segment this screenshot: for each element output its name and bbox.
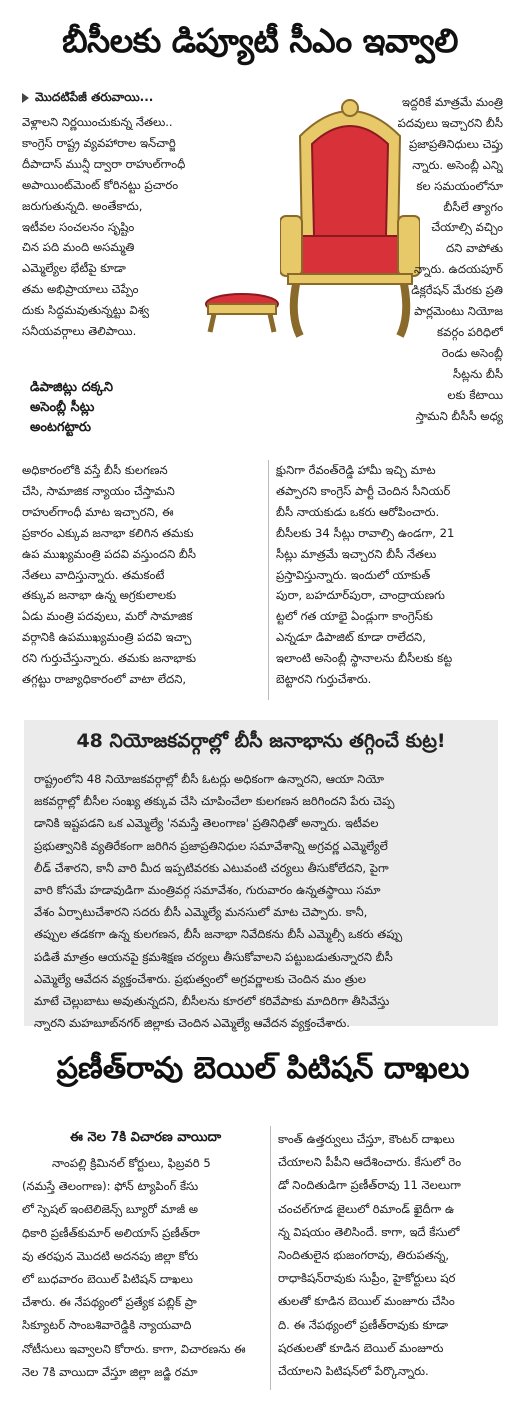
text-line: రాష్ట్రంలోని 48 నియోజకవర్గాల్లో బీసీ ఓటర్లు అధికంగా ఉన్నారని, ఆయా నియో: [34, 772, 385, 786]
text-line: వెళ్లాలని నిర్ణయించుకున్న నేతలు..: [22, 115, 173, 129]
text-line: బీసీలకు 34 సీట్లు రావాల్సి ఉండగా, 21: [276, 525, 455, 540]
text-line: షరతులతో కూడిన బెయిల్ మంజూరు: [278, 1340, 444, 1355]
lead-continuation: [22, 90, 153, 107]
text-line: డానికి ఇష్టపడని ఒక ఎమ్మెల్యే 'నమస్తే తెలంగాణ' ప్రతినిధితో అన్నారు. ఇటీవల: [34, 816, 379, 831]
text-line: నాంపల్లి క్రిమినల్ కోర్టులు, ఫిబ్రవరి 5: [52, 1156, 211, 1170]
text-line: దని వాపోతు: [446, 241, 503, 256]
text-line: రాధాకిషన్‌రావుకు సుప్రీం, హైకోర్టులు షర: [278, 1271, 456, 1286]
text-line: పడితే మాత్రం ఆయనపై క్రమశిక్షణ చర్యలు తీసుకోవాలని పట్టుబడుతున్నారని బీసీ: [34, 949, 393, 964]
text-line: వు తరఫున మొదటి అదనపు జిల్లా కోరు: [22, 1248, 199, 1263]
text-line: (నమస్తే తెలంగాణ): ఫోన్ ట్యాపింగ్ కేసు: [22, 1179, 199, 1194]
text-line: సనీయవర్గాలు తెలిపాయి.: [22, 324, 137, 339]
text-line: కాంత్ ఉత్తర్వులు చేస్తూ, కౌంటర్ దాఖలు: [278, 1132, 455, 1146]
text-line: నిందితులైన భుజంగరావు, తిరుపతన్న,: [278, 1248, 450, 1263]
text-line: అపాయింట్‌మెంట్ కోరినట్టు ప్రచారం: [22, 177, 179, 192]
text-line: చేసి, సామాజిక న్యాయం చేస్తామని: [22, 483, 175, 498]
text-line: సీట్లను బీసీ: [452, 366, 503, 381]
text-line: ట్టలో గత యాభై ఏండ్లుగా కాంగ్రెస్‌కు: [276, 609, 433, 624]
box-title: 48 నియోజకవర్గాల్లో బీసీ జనాభాను తగ్గించే కుట్ర!: [76, 730, 446, 752]
text-line: అధికారంలోకి వస్తే బీసీ కులగణన: [22, 463, 168, 477]
text-line: పదవులు ఇచ్చారని బీసీ: [397, 115, 503, 130]
text-line: లీడ్ చేశారని, కానీ వారి మీద ఇప్పటివరకు ఎటువంటి చర్యలు తీసుకోలేదని, పైగా: [34, 860, 389, 875]
text-line: లో బుధవారం బెయిల్ పిటిషన్ దాఖలు: [22, 1272, 193, 1287]
text-line: ది. ఈ నేపథ్యంలో ప్రణీత్‌రావుకు కూడా: [278, 1317, 449, 1332]
text-line: రాహుల్‌గాంధీ మాట ఇచ్చారని, ఈ: [22, 504, 174, 519]
text-line: చేయాలని పిటిషన్‌లో పేర్కొన్నారు.: [278, 1364, 429, 1379]
text-line: బెట్టారని గుర్తుచేశారు.: [276, 672, 372, 687]
box-body: [34, 768, 490, 1034]
right-column-2: [276, 460, 500, 690]
arrow-right-icon: [22, 93, 29, 103]
text-line: రని గుర్తుచేస్తున్నారు. తమకు జనాభాకు: [22, 651, 196, 666]
text-line: ప్రకారం ఎక్కువ జనాభా కలిగిన తమకు: [22, 525, 194, 540]
footstool-illustration: [200, 290, 284, 336]
text-line: ఇలాంటి అసెంబ్లీ స్థానాలను బీసీలకు కట్ట: [276, 651, 453, 666]
column-divider: [268, 460, 269, 700]
text-line: ఏడు మంత్రి పదవులు, మరో సామాజిక: [22, 609, 193, 624]
text-line: చేశారు. ఈ నేపథ్యంలో ప్రత్యేక పబ్లిక్ ప్రా: [22, 1295, 197, 1310]
text-line: కాంగ్రెస్ రాష్ట్ర వ్యవహారాల ఇన్‌చార్జి: [22, 135, 176, 150]
text-line: వేశం ఏర్పాటుచేశారని సదరు బీసీ ఎమ్మెల్యే మనసులో మాట చెప్పారు. కానీ,: [34, 905, 368, 920]
text-line: బీసీ నాయకుడు ఒకరు ఆరోపించారు.: [276, 504, 440, 519]
text-line: న్నారు. ఉదయపూర్: [414, 262, 503, 277]
story2-left-column: [22, 1152, 268, 1384]
text-line: మాటే చెల్లుబాటు అవుతున్నదని, బీసీలను కూరలో కరివేపాకు మాదిరిగా తీసివేస్తు: [34, 994, 390, 1009]
text-line: పార్లమెంటు నియోజ: [414, 304, 503, 319]
text-line: ప్రభుత్వానికి వ్యతిరేకంగా జరిగిన ప్రజాప్రతినిధుల సమావేశాన్ని అగ్రవర్ణ ఎమ్మెల్యేలే: [34, 838, 388, 853]
story2-right-column: [278, 1128, 500, 1383]
text-line: బీసీలే త్యాగం: [443, 199, 503, 214]
subheading-line: అసెంబ్లీ సీట్లు: [30, 400, 95, 415]
page-headline: బీసీలకు డిప్యూటీ సీఎం ఇవ్వాలి: [62, 21, 458, 60]
text-line: వర్గానికి ఉపముఖ్యమంత్రి పదవి ఇచ్చా: [22, 630, 192, 645]
text-line: తమ అభిప్రాయాలు చెప్పేం: [22, 282, 139, 297]
text-line: చేయాలని పీపీని ఆదేశించారు. కేసులో రెం: [278, 1155, 462, 1170]
text-line: ఉప ముఖ్యమంత్రి పదవి వస్తుందని బీసీ: [22, 546, 197, 561]
text-line: జకవర్గాల్లో బీసీల సంఖ్య తక్కువ చేసి చూపించేలా కులగణన జరిగిందని పేరు చెప్ప: [34, 794, 395, 809]
text-line: స్తామని బీసీసీ అధ్య: [415, 408, 503, 423]
column-divider: [270, 1126, 271, 1390]
text-line: లో స్పెషల్ ఇంటెలిజెన్స్ బ్యూరో మాజీ అ: [22, 1202, 199, 1217]
text-line: డో నిందితుడిగా ప్రణీత్‌రావు 11 నెలలుగా: [278, 1178, 461, 1193]
text-line: ప్రస్తావిస్తున్నారు. ఇందులో యాకుత్: [276, 567, 431, 582]
text-line: ఎమ్మెల్యేల భేటీపై కూడా: [22, 261, 126, 276]
text-line: న్నారని మహబూబ్‌నగర్ జిల్లాకు చెందిన ఎమ్మెల్యే ఆవేదన వ్యక్తంచేశారు.: [34, 1016, 350, 1031]
text-line: తప్పారని కాంగ్రెస్ పార్టీ చెందిన సీనియర్: [276, 483, 451, 498]
text-line: చంచల్‌గూడ జైలులో రిమాండ్ ఖైదీగా ఉ: [278, 1201, 455, 1216]
sidebar-box: [24, 720, 498, 1031]
text-line: కల సమయంలోనూ: [416, 178, 503, 193]
text-line: లకు కేటాయి: [447, 387, 503, 402]
text-line: కవర్గం పరిధిలో: [437, 324, 503, 339]
text-line: డిక్లరేషన్ మేరకు ప్రతి: [411, 283, 503, 298]
text-line: తులతో కూడిన బెయిల్ మంజూరు చేసిం: [278, 1294, 455, 1309]
text-line: చిన పది మంది అసమ్మతి: [22, 240, 135, 255]
subheading: [30, 378, 200, 438]
story2-headline: ప్రణీత్‌రావు బెయిల్ పిటిషన్ దాఖలు: [56, 1051, 470, 1086]
story2-subheading: ఈ నెల 7కి విచారణ వాయిదా: [70, 1130, 222, 1145]
text-line: నోటీసులు ఇవ్వాలని కోరారు. కాగా, విచారణను ఈ: [22, 1341, 246, 1356]
text-line: జరుగుతున్నది. అంతేకాదు,: [22, 198, 143, 213]
text-line: పురా, బహదూర్‌పురా, చాంద్రాయణగు: [276, 588, 445, 603]
text-line: దీపాదాస్ మున్షీ ద్వారా రాహుల్‌గాంధీ: [22, 156, 186, 171]
text-line: న్నారు. అసెంబ్లీ ఎన్ని: [412, 157, 503, 172]
text-line: ధికారి ప్రణీత్‌కుమార్ అలియాస్ ప్రణీత్‌రా: [22, 1225, 200, 1240]
right-column-1: [395, 92, 503, 427]
text-line: తక్కువ జనాభా ఉన్న అగ్రకులాలకు: [22, 588, 177, 603]
text-line: సిక్యూటర్ సాంబశివారెడ్డికి న్యాయవాది: [22, 1318, 192, 1333]
text-line: ప్రజాప్రతినిధులు చెప్తు: [409, 136, 503, 151]
text-line: సీట్లు మాత్రమే ఇచ్చారని బీసీ నేతలు: [276, 546, 437, 561]
text-line: ఇటీవల సంచలనం సృష్టిం: [22, 219, 135, 234]
text-line: తగ్గట్టు రాజ్యాధికారంలో వాటా లేదని,: [22, 672, 187, 687]
text-line: రెండు అసెంబ్లీ: [441, 345, 503, 360]
left-column-2: [22, 460, 262, 690]
text-line: ఎమ్మెల్యే ఆవేదన వ్యక్తంచేశారు. ప్రభుత్వంలో అగ్రవర్ణాలకు చెందిన మం త్రుల: [34, 971, 366, 986]
text-line: ఇద్దరికే మాత్రమే మంత్రి: [402, 95, 503, 109]
subheading-line: డిపాజిట్లు దక్కని: [30, 380, 113, 395]
text-line: చేయాల్సి వచ్చిం: [431, 220, 503, 235]
lead-text: మొదటిపేజీ తరువాయి...: [35, 90, 154, 104]
subheading-line: అంటగట్టారు: [30, 420, 92, 435]
text-line: క్షునిగా రేవంత్‌రెడ్డి హామీ ఇచ్చి మాట: [276, 463, 436, 477]
text-line: న్న విషయం తెలిసిందే. కాగా, ఇదే కేసులో: [278, 1224, 460, 1239]
text-line: నెల 7కి వాయిదా వేస్తూ జిల్లా జడ్జి రమా: [22, 1364, 198, 1379]
text-line: దుకు సిద్ధమవుతున్నట్టు విశ్వ: [22, 303, 150, 318]
text-line: నేతలు వాదిస్తున్నారు. తమకంటే: [22, 567, 165, 582]
text-line: ఎన్నడూ డిపాజిట్ కూడా రాలేదని,: [276, 630, 426, 645]
text-line: తప్పుల తడకగా ఉన్న కులగణన, బీసీ జనాభా నివేదికను బీసీ ఎమ్మెల్సీ ఒకరు తప్పు: [34, 927, 403, 942]
text-line: వారి కోసమే హడావుడిగా మంత్రివర్గ సమావేశం, గురువారం ఉన్నతస్థాయి సమా: [34, 883, 381, 898]
